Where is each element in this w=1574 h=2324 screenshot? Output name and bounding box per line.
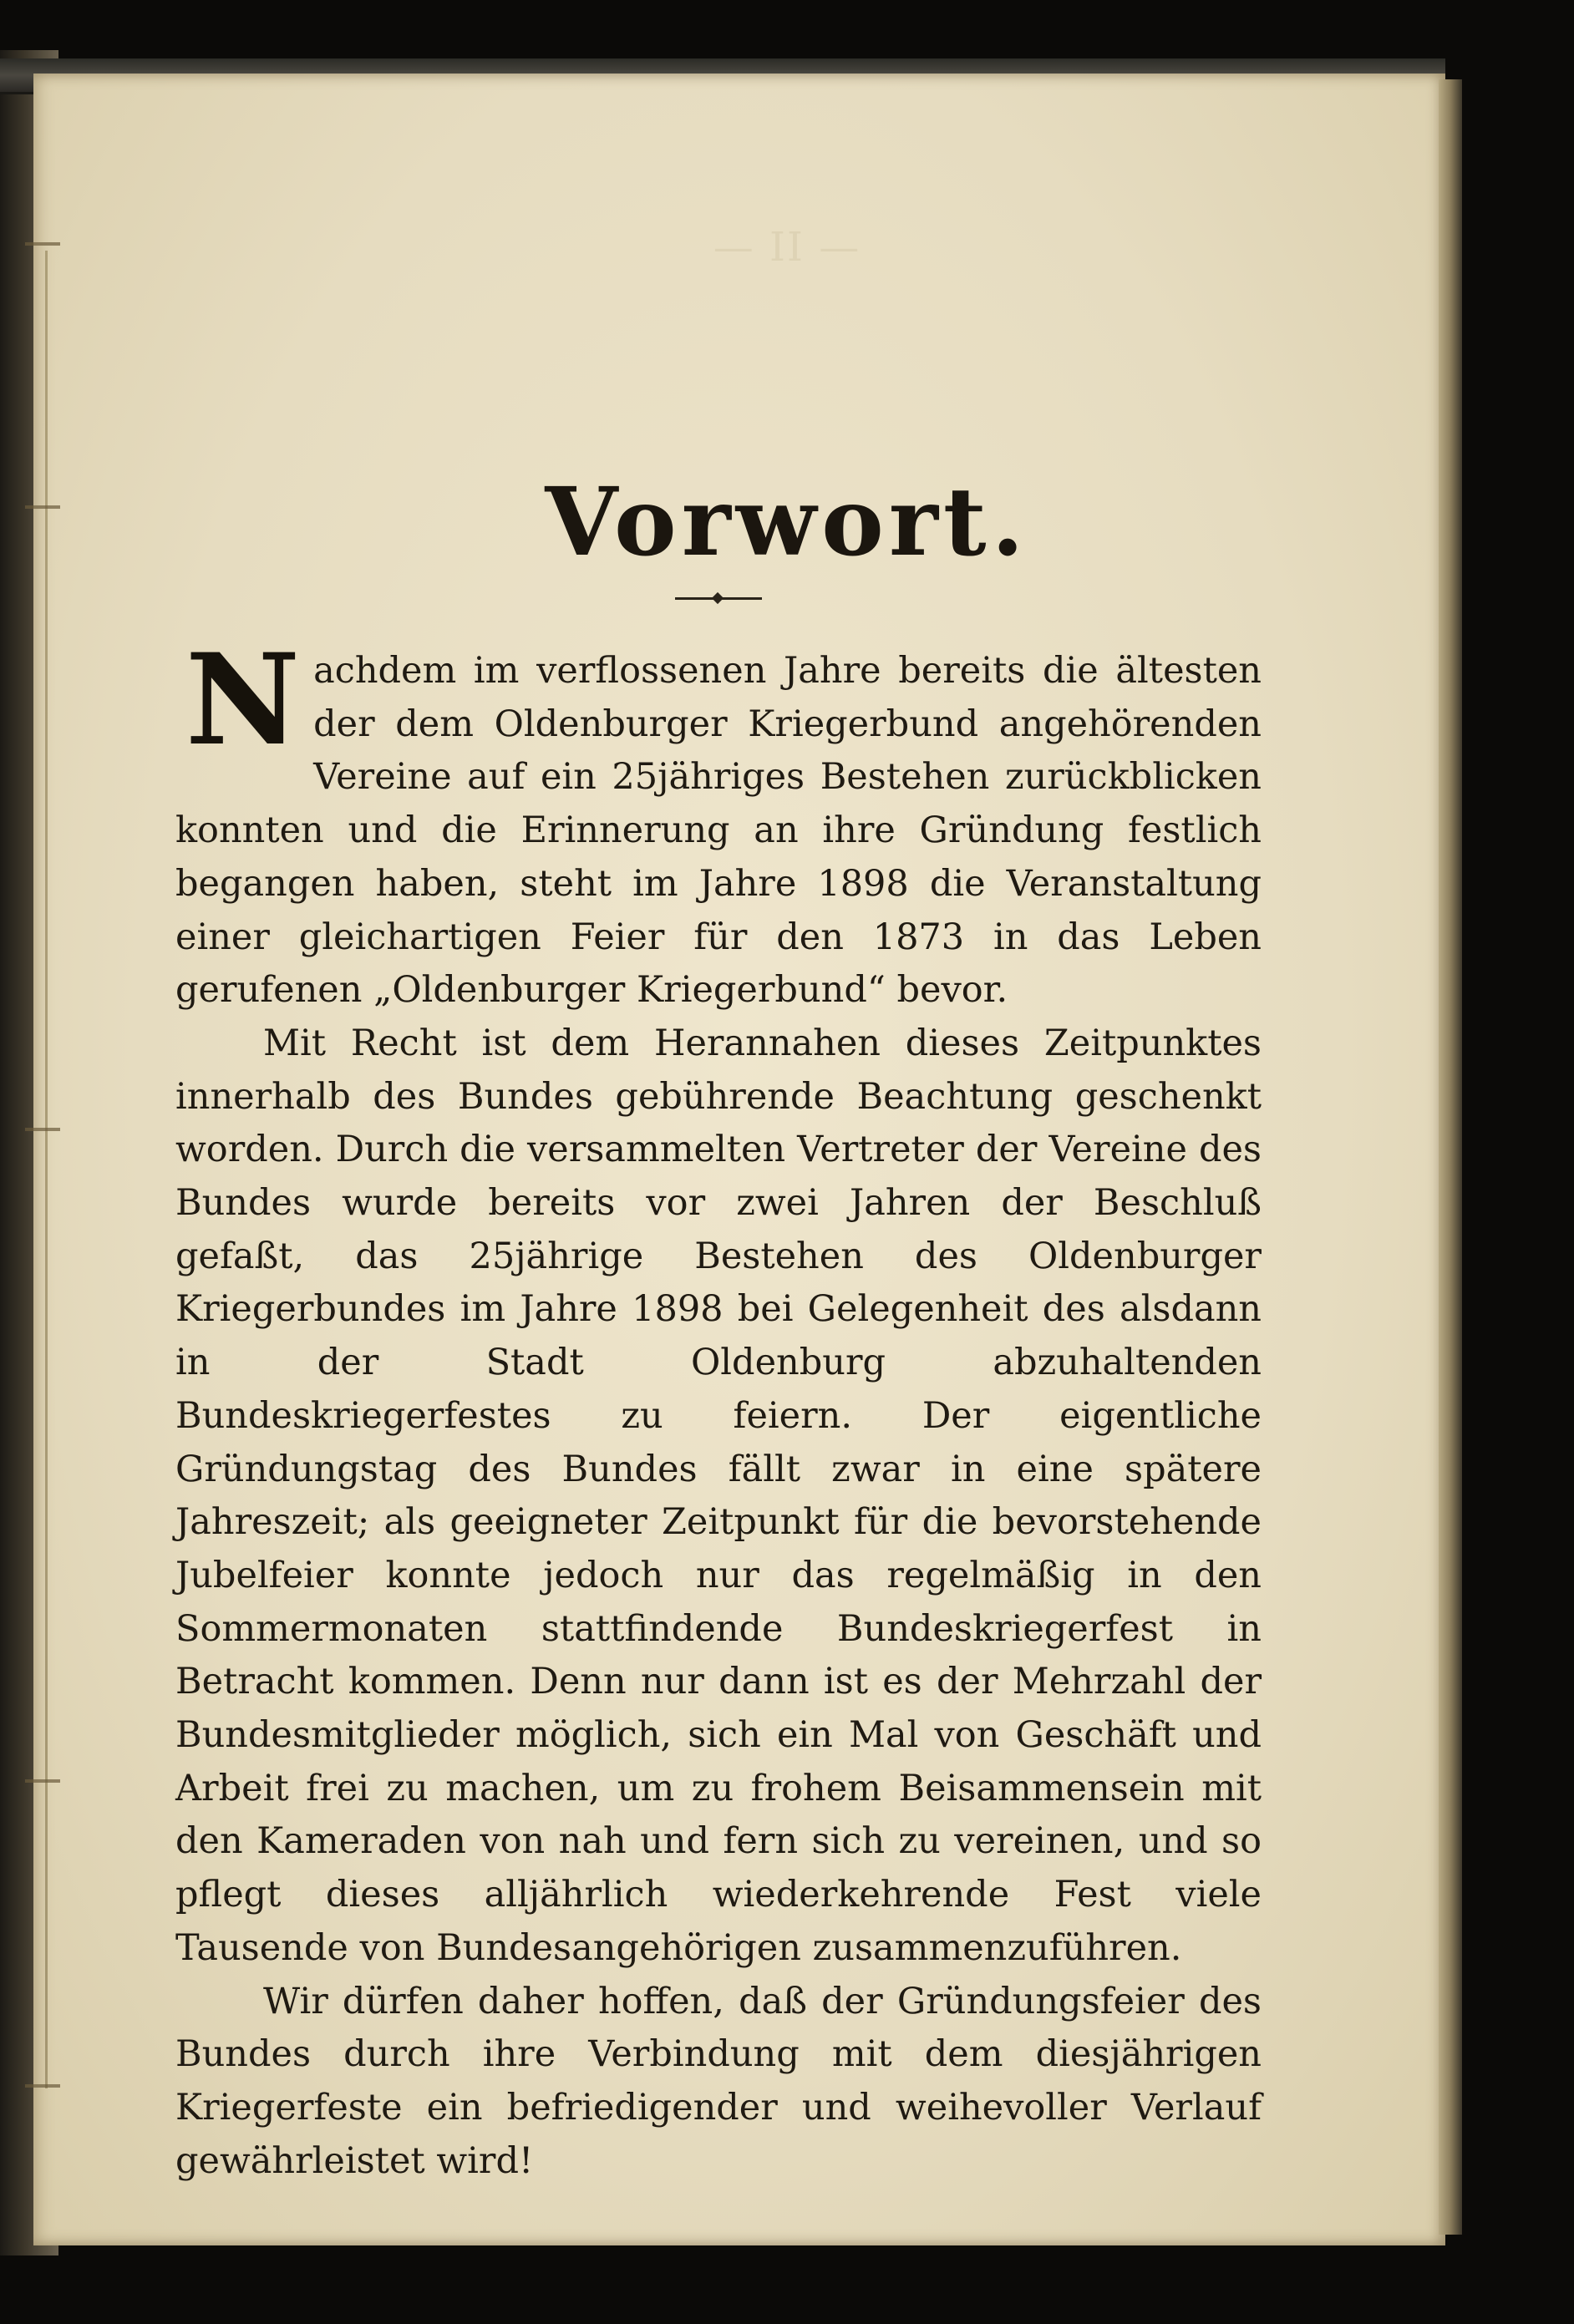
paragraph-text: achdem im verflossenen Jahre bereits die ältesten der dem Oldenburger Kriegerbund angehörenden Vereine auf ein 25jähriges Bestehen zurückblicken konnten und die Erinnerung an ihre Gründung festlich begangen haben, steht im Jahre 1898 die Veranstaltung einer gleichartigen Feier für den 1873 in das Leben gerufenen „Oldenburger Kriegerbund“ bevor. <box>175 650 1262 1012</box>
preface-body <box>175 627 1262 2188</box>
binding-stitch <box>25 1779 60 1783</box>
title-ornament-rule <box>675 597 762 600</box>
page-title: Vorwort. <box>545 468 1029 577</box>
binding-stitch <box>25 1128 60 1131</box>
dropcap-initial: N <box>185 627 301 774</box>
paragraph-1 <box>175 627 1262 1017</box>
page-fore-edge <box>1439 79 1462 2235</box>
binding-stitch <box>25 2084 60 2088</box>
show-through-page-number: — II — <box>713 224 861 271</box>
paragraph-2: Mit Recht ist dem Herannahen dieses Zeitpunktes innerhalb des Bundes gebührende Beachtung geschenkt worden. Durch die versammelten Vertreter der Vereine des Bundes wurde bereits vor zwei Jahren der Beschluß gefaßt, das 25jährige Bestehen des Oldenburger Kriegerbundes im Jahre 1898 bei Gelegenheit des alsdann in der Stadt Oldenburg abzuhaltenden Bundeskriegerfestes zu feiern. Der eigentliche Gründungstag des Bundes fällt zwar in eine spätere Jahreszeit; als geeigneter Zeitpunkt für die bevorstehende Jubelfeier konnte jedoch nur das regelmäßig in den Sommermonaten stattfindende Bundeskriegerfest in Betracht kommen. Denn nur dann ist es der Mehrzahl der Bundesmitglieder möglich, sich ein Mal von Geschäft und Arbeit frei zu machen, um zu frohem Beisammensein mit den Kameraden von nah und fern sich zu vereinen, und so pflegt dieses alljährlich wiederkehrende Fest viele Tausende von Bundesangehörigen zusammenzuführen. <box>175 1022 1262 1969</box>
paragraph-3: Wir dürfen daher hoffen, daß der Gründungsfeier des Bundes durch ihre Verbindung mit dem diesjährigen Kriegerfeste ein befriedigender und weihevoller Verlauf gewährleistet wird! <box>175 1980 1262 2182</box>
